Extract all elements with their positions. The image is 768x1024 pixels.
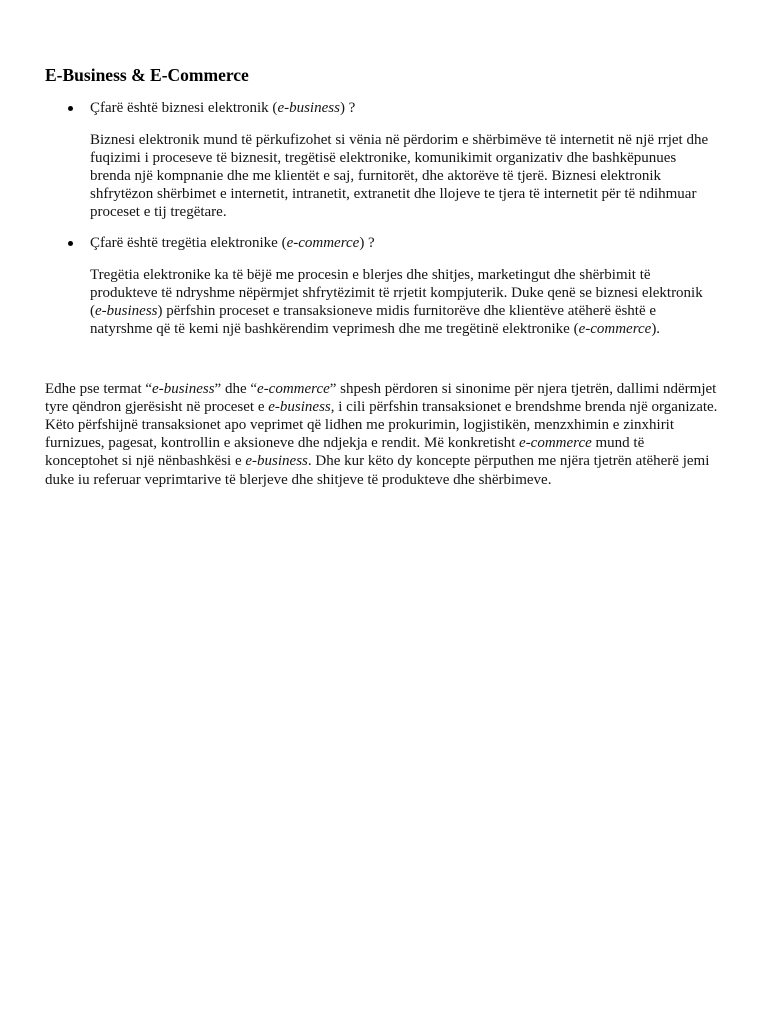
line-text: Tregëtia elektronike ka të bëjë me procesin e blerjes dhe shitjes, marketingut dhe shërbimit të	[90, 266, 651, 283]
paragraph-line	[45, 452, 717, 470]
paragraph-line	[45, 416, 717, 434]
line-text: tyre qëndron gjerësisht në proceset e	[45, 398, 269, 415]
line-text: konceptohet si një nënbashkësi e	[45, 453, 246, 470]
question-term: e-commerce	[286, 234, 360, 251]
italic-term: e-business	[95, 302, 158, 319]
line-text: ” shpesh përdoren si sinonime për njera tjetrën, dallimi ndërmjet	[329, 380, 717, 397]
paragraph-line	[90, 185, 708, 203]
paragraph-line	[90, 149, 708, 167]
question-item-ecommerce	[90, 234, 375, 252]
line-text: proceset e tij tregëtare.	[90, 203, 227, 220]
paragraph-line	[45, 398, 717, 416]
italic-term: e-commerce	[257, 380, 330, 397]
question-term: e-business	[277, 99, 340, 116]
line-text: Biznesi elektronik mund të përkufizohet si vënia në përdorim e shërbimëve të internetit në një rrjet dhe	[90, 131, 709, 148]
line-text: , i cili përfshin transaksionet e brendshme brenda një organizate.	[330, 398, 718, 415]
line-text: duke iu referuar veprimtarive të blerjeve dhe shitjeve të produkteve dhe shërbimeve.	[45, 471, 552, 488]
line-text: Edhe pse termat “	[45, 380, 153, 397]
paragraph-line	[45, 471, 717, 489]
line-text: mund të	[591, 435, 645, 452]
paragraph-line	[90, 266, 703, 284]
bullet-point-icon	[68, 241, 73, 246]
paragraph-line	[90, 320, 703, 338]
italic-term: e-business	[245, 453, 308, 470]
paragraph-line	[45, 380, 717, 398]
paragraph-line	[90, 302, 703, 320]
question-text: Çfarë është biznesi elektronik (	[90, 99, 278, 116]
paragraph-line	[90, 203, 708, 221]
line-text: produkteve të ndryshme nëpërmjet shfrytëzimit të rrjetit kompjuterik. Duke qenë se biznesi elektronik	[90, 284, 703, 301]
line-text: furnizues, pagesat, kontrollin e aksioneve dhe ndjekja e rendit. Më konkretisht	[45, 435, 520, 452]
closing-paragraph	[45, 380, 717, 489]
answer-paragraph-ebusiness	[90, 131, 708, 221]
line-text: ” dhe “	[214, 380, 258, 397]
answer-paragraph-ecommerce	[90, 266, 703, 338]
line-text: . Dhe kur këto dy koncepte përputhen me njëra tjetrën atëherë jemi	[307, 453, 710, 470]
line-text: shfrytëzon shërbimet e internetit, intranetit, extranetit dhe llojeve te tjera të internetit për të ndihmuar	[90, 185, 697, 202]
italic-term: e-business	[152, 380, 215, 397]
line-text: brenda një kompnanie dhe me klientët e saj, furnitorët, dhe aktorëve të tjerë. Biznesi elektronik	[90, 167, 662, 184]
line-text: natyrshme që të kemi një bashkërendim veprimesh dhe me tregëtinë elektronike (	[90, 320, 579, 337]
question-item-ebusiness	[90, 99, 355, 117]
paragraph-line	[45, 434, 717, 452]
line-text: ) përfshin proceset e transaksioneve midis furnitorëve dhe klientëve atëherë është e	[157, 302, 657, 319]
line-text: fuqizimi i proceseve të biznesit, tregëtisë elektronike, komunikimit organizativ dhe bashkëpunues	[90, 149, 677, 166]
question-text: ) ?	[339, 99, 356, 116]
paragraph-line	[90, 167, 708, 185]
line-text: ).	[651, 320, 661, 337]
italic-term: e-commerce	[578, 320, 652, 337]
question-text: Çfarë është tregëtia elektronike (	[90, 234, 287, 251]
line-text: (	[90, 302, 95, 319]
italic-term: e-business	[268, 398, 331, 415]
line-text: Këto përfshijnë transaksionet apo veprimet që lidhen me prokurimin, logjistikën, menzxhimin e zinxhirit	[45, 416, 675, 433]
paragraph-line	[90, 131, 708, 149]
bullet-point-icon	[68, 106, 73, 111]
italic-term: e-commerce	[519, 435, 592, 452]
paragraph-line	[90, 284, 703, 302]
question-text: ) ?	[359, 234, 375, 251]
document-title: E-Business & E-Commerce	[45, 65, 249, 85]
